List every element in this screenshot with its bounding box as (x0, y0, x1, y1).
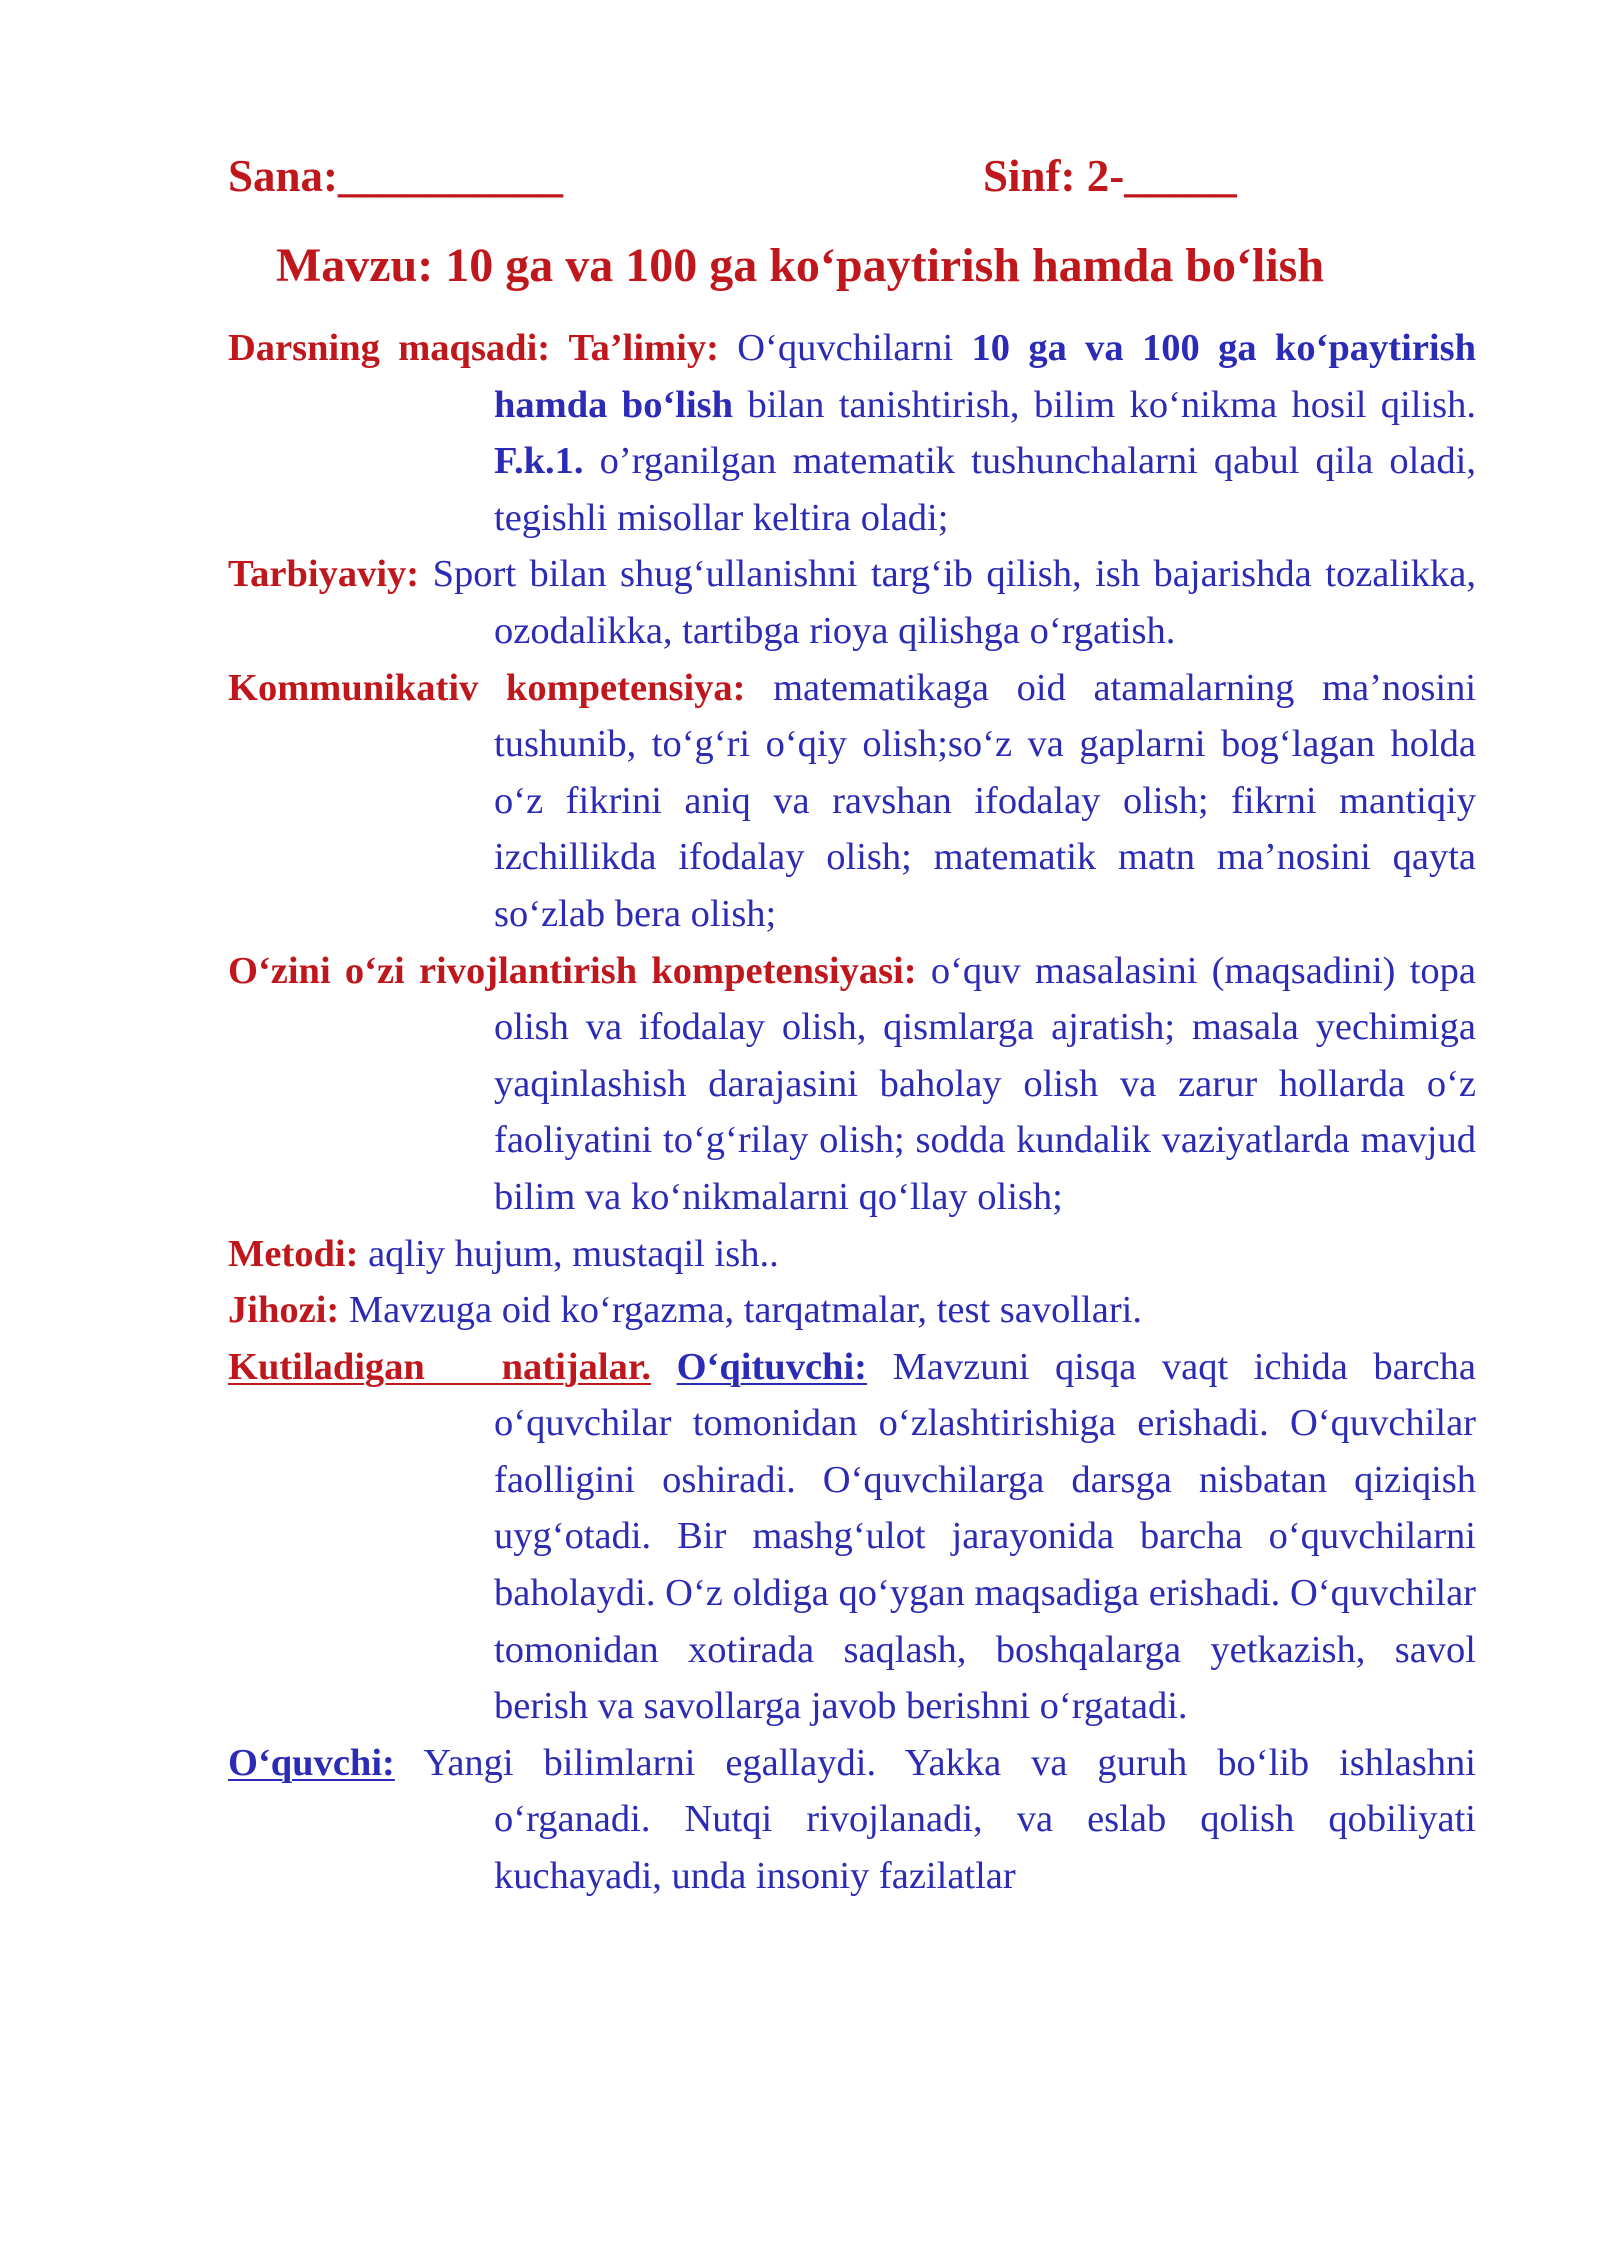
class-label: Sinf: 2- (983, 151, 1125, 201)
natijalar-label: Kutiladigan natijalar. (228, 1345, 651, 1388)
tarbiyaviy-text: Sport bilan shugʻullanishni targʻib qilish, ish bajarishda tozalikka, ozodalikka, tartibga rioya qilishga oʻrgatish. (432, 553, 1476, 652)
oquvchi-text: Yangi bilimlarni egallaydi. Yakka va guruh boʻlib ishlashni oʻrganadi. Nutqi rivojlanadi, va eslab qolish qobiliyati kuchayadi, unda insoniy fazilatlar (423, 1741, 1476, 1898)
talimiy-text-1: Oʻquvchilarni (737, 327, 954, 369)
talimiy-text-3: o’rganilgan matematik tushunchalarni qabul qila oladi, tegishli misollar keltira oladi; (494, 440, 1477, 539)
class-field (983, 150, 1237, 202)
oquvchi-label: Oʻquvchi: (228, 1741, 395, 1784)
jihozi-label: Jihozi: (228, 1289, 340, 1332)
date-blank: __________ (338, 151, 564, 201)
tarbiyaviy-label: Tarbiyaviy: (228, 553, 420, 596)
date-field (228, 150, 563, 202)
jihozi-text: Mavzuga oid koʻrgazma, tarqatmalar, test savollari. (348, 1289, 1142, 1332)
kommunikativ-text: matematikaga oid atamalarning ma’nosini tushunib, toʻgʻri oʻqiy olish;soʻz va gaplarni bogʻlagan holda oʻz fikrini aniq va ravshan ifodalay olish; fikrni mantiqiy izchillikda ifodalay olish; matematik matn ma’nosini qayta soʻzlab bera olish; (494, 666, 1477, 935)
goals-label: Darsning maqsadi: (228, 327, 551, 369)
oqituvchi-text: Mavzuni qisqa vaqt ichida barcha oʻquvchilar tomonidan oʻzlashtirishiga erishadi. Oʻquvchilar faolligini oshiradi. Oʻquvchilarga darsga nisbatan qiziqish uygʻotadi. Bir mashgʻulot jarayonida barcha oʻquvchilarni baholaydi. Oʻz oldiga qoʻygan maqsadiga erishadi. Oʻquvchilar tomonidan xotirada saqlash, boshqalarga yetkazish, savol berish va savollarga javob berishni oʻrgatadi. (494, 1345, 1477, 1728)
talimiy-topic: 10 ga va 100 ga koʻpaytirish hamda boʻlish (494, 327, 1477, 426)
oquvchi-paragraph (228, 1735, 1476, 1905)
date-label: Sana: (228, 151, 339, 201)
ozini-text: oʻquv masalasini (maqsadini) topa olish va ifodalay olish, qismlarga ajratish; masala yechimiga yaqinlashish darajasini baholay olish va zarur hollarda oʻz faoliyatini toʻgʻrilay olish; sodda kundalik vaziyatlarda mavjud bilim va koʻnikmalarni qoʻllay olish; (494, 949, 1477, 1218)
metodi-label: Metodi: (228, 1232, 359, 1275)
class-blank: _____ (1124, 151, 1237, 201)
ozini-paragraph (228, 943, 1476, 1226)
kommunikativ-label: Kommunikativ kompetensiya: (228, 666, 746, 709)
talimiy-text-2: bilan tanishtirish, bilim koʻnikma hosil qilish. (747, 383, 1477, 426)
natijalar-paragraph (228, 1339, 1476, 1735)
lesson-plan-body (228, 320, 1476, 1905)
metodi-paragraph (228, 1226, 1476, 1283)
talimiy-label: Ta’limiy: (568, 327, 719, 369)
goals-paragraph (228, 320, 1476, 546)
ozini-label: Oʻzini oʻzi rivojlantirish kompetensiyasi: (228, 949, 917, 992)
tarbiyaviy-paragraph (228, 546, 1476, 659)
metodi-text: aqliy hujum, mustaqil ish.. (368, 1232, 779, 1275)
lesson-title: Mavzu: 10 ga va 100 ga koʻpaytirish hamda boʻlish (275, 239, 1325, 292)
kommunikativ-paragraph (228, 660, 1476, 943)
fk-label: F.k.1. (494, 440, 584, 483)
jihozi-paragraph (228, 1282, 1476, 1339)
oqituvchi-label: Oʻqituvchi: (676, 1345, 867, 1388)
